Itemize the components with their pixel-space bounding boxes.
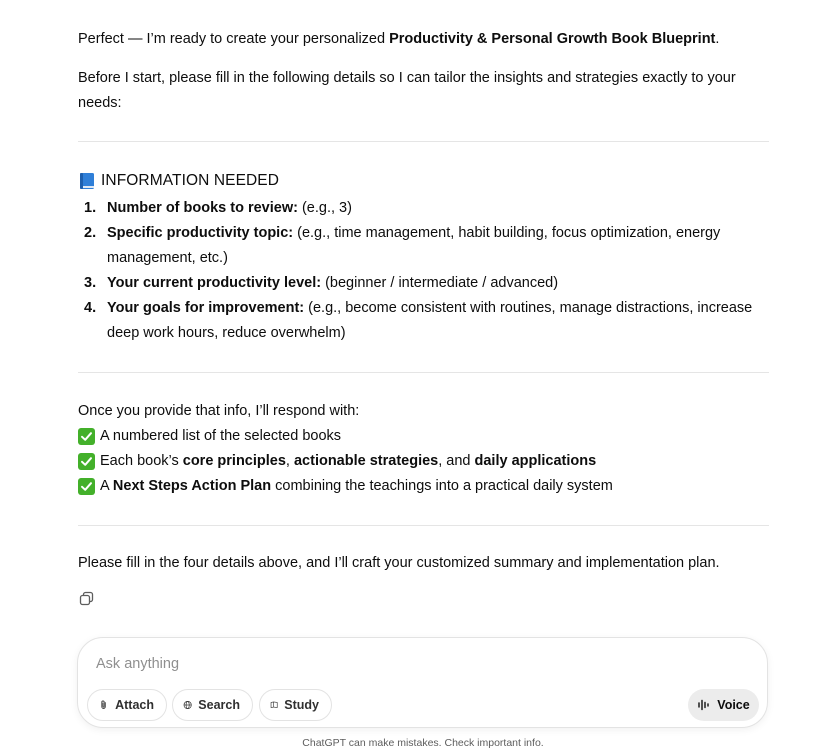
item-detail: (e.g., 3)	[297, 200, 352, 216]
item-number: 1.	[84, 200, 97, 216]
list-item	[78, 424, 769, 449]
closing-paragraph: Please fill in the four details above, and I’ll craft your customized summary and implementation plan.	[78, 555, 720, 571]
reply-item-text	[100, 474, 613, 499]
request-paragraph: Before I start, please fill in the following details so I can tailor the insights and strategies exactly to your needs:	[78, 70, 736, 111]
check-mark-icon	[78, 478, 95, 495]
reply-item-text	[100, 449, 596, 474]
waveform-icon	[697, 698, 711, 712]
copy-button[interactable]	[78, 590, 96, 608]
intro-paragraph	[78, 27, 769, 52]
text-segment: ,	[285, 453, 294, 469]
message-input[interactable]	[96, 652, 696, 676]
section-heading-text: INFORMATION NEEDED	[101, 172, 280, 189]
item-label: Your goals for improvement:	[107, 300, 305, 316]
composer	[77, 637, 768, 728]
item-detail: (e.g., time management, habit building, focus optimization, energy management, etc.)	[107, 225, 721, 266]
globe-icon	[183, 697, 192, 713]
reply-section	[78, 399, 769, 499]
divider	[78, 141, 769, 142]
reply-item-text: A numbered list of the selected books	[100, 428, 342, 444]
study-label: Study	[284, 698, 319, 712]
list-item	[78, 296, 769, 346]
item-label: Specific productivity topic:	[107, 225, 294, 241]
intro-suffix: .	[715, 31, 720, 47]
attach-label: Attach	[115, 698, 154, 712]
item-detail: (beginner / intermediate / advanced)	[321, 275, 559, 291]
information-list	[78, 196, 769, 346]
bold-segment: actionable strategies	[293, 453, 439, 469]
list-item	[78, 449, 769, 474]
search-button[interactable]	[172, 689, 253, 721]
open-book-icon	[270, 697, 278, 713]
list-item	[78, 271, 769, 296]
bold-segment: core principles	[182, 453, 286, 469]
text-segment: combining the teachings into a practical daily system	[271, 478, 613, 494]
paperclip-icon	[98, 697, 109, 713]
bold-segment: Next Steps Action Plan	[112, 478, 272, 494]
bold-segment: daily applications	[474, 453, 597, 469]
item-label: Your current productivity level:	[107, 275, 322, 291]
list-item	[78, 474, 769, 499]
section-heading	[78, 168, 279, 193]
check-mark-icon	[78, 453, 95, 470]
intro-text: Perfect — I’m ready to create your personalized	[78, 31, 390, 47]
intro-bold-text: Productivity & Personal Growth Book Blueprint	[389, 31, 716, 47]
voice-label: Voice	[717, 698, 750, 712]
item-number: 3.	[84, 275, 97, 291]
divider	[78, 372, 769, 373]
attach-button[interactable]	[87, 689, 167, 721]
text-segment: , and	[438, 453, 475, 469]
reply-intro: Once you provide that info, I’ll respond with:	[78, 403, 360, 419]
item-number: 2.	[84, 225, 97, 241]
item-detail: (e.g., become consistent with routines, manage distractions, increase deep work hours, reduce overwhelm)	[107, 300, 753, 341]
item-label: Number of books to review:	[107, 200, 298, 216]
item-number: 4.	[84, 300, 97, 316]
text-segment: A	[100, 478, 113, 494]
list-item	[78, 221, 769, 271]
disclaimer: ChatGPT can make mistakes. Check important info.	[302, 737, 544, 749]
voice-button[interactable]	[688, 689, 759, 721]
list-item	[78, 196, 769, 221]
study-button[interactable]	[259, 689, 332, 721]
blue-book-icon	[78, 172, 96, 190]
copy-icon	[78, 590, 96, 608]
search-label: Search	[198, 698, 240, 712]
text-segment: Each book’s	[100, 453, 183, 469]
divider	[78, 525, 769, 526]
check-mark-icon	[78, 428, 95, 445]
